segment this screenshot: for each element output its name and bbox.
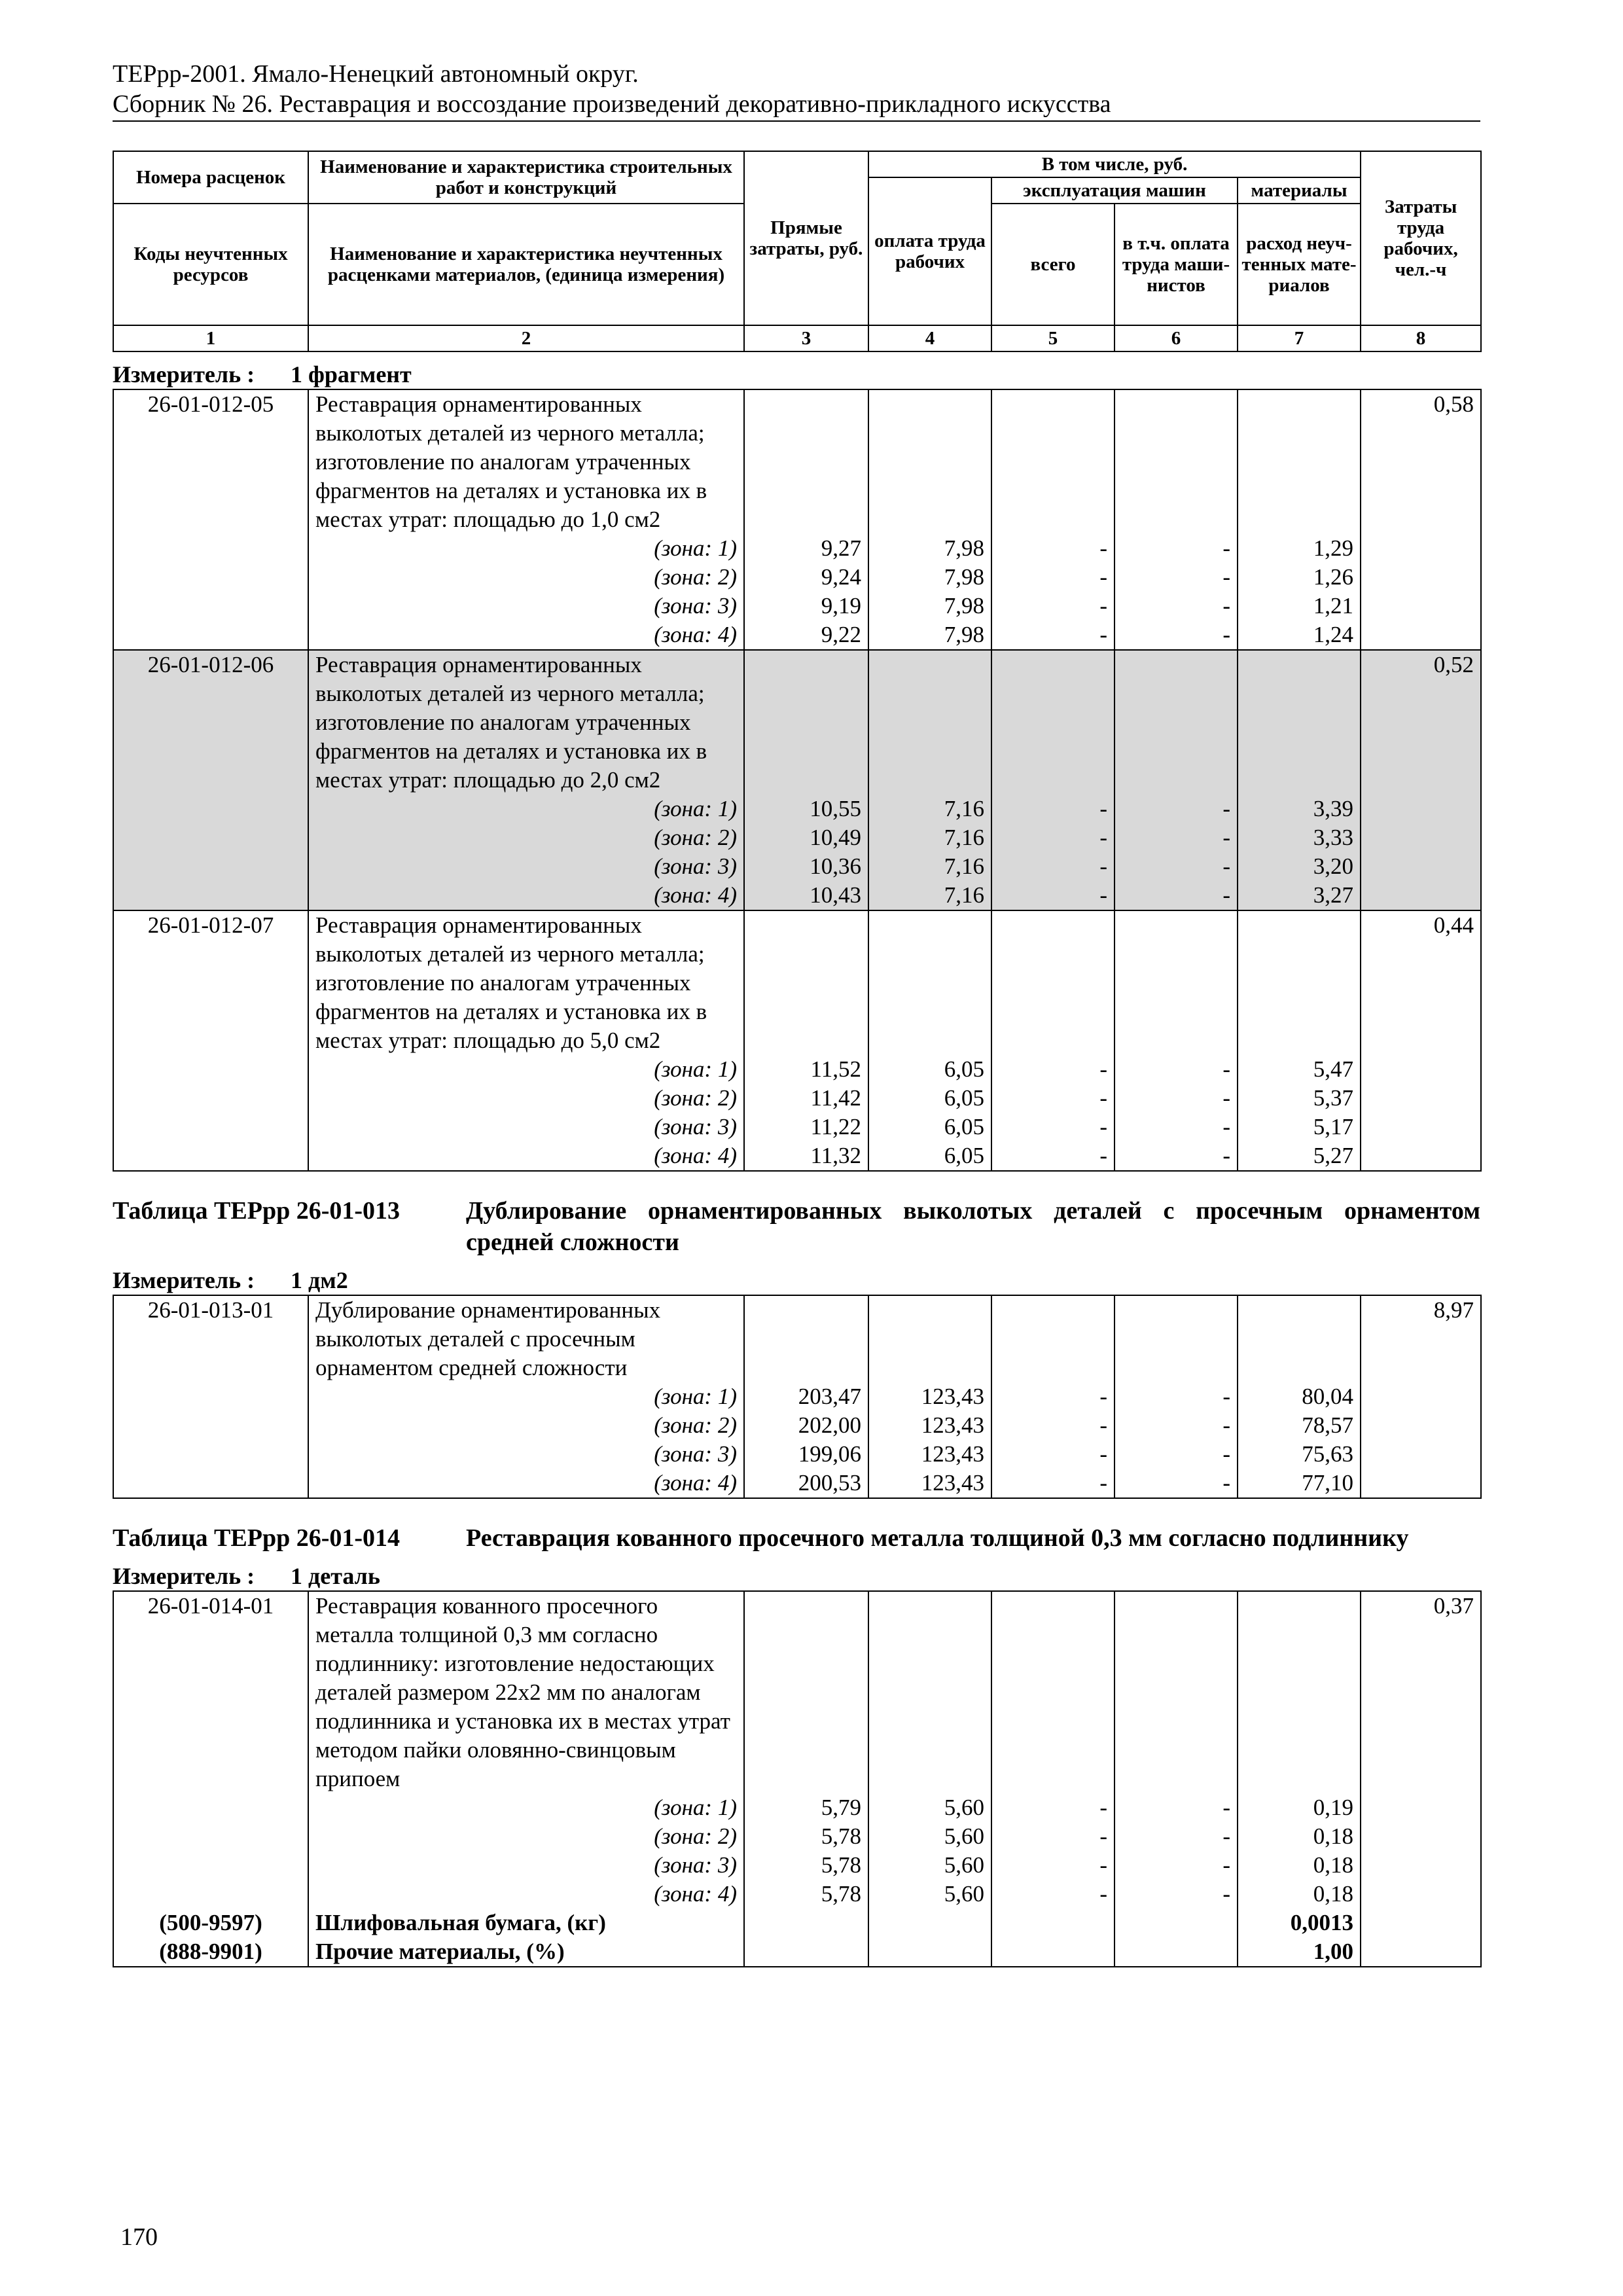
zone-label: (зона: 3)	[308, 592, 744, 620]
measure-line-013	[113, 1266, 1480, 1295]
header-unaccounted-consumption: расход неуч- тенных мате- риалов	[1238, 204, 1361, 325]
rate-row	[113, 650, 1481, 795]
rate-name: Реставрация орнаментированных выколотых деталей из черного металла; изготовление по аналогам утраченных фрагментов на деталях и установка их в местах утрат: площадью до 1,0 см2	[308, 389, 744, 534]
labor-costs: 8,97	[1361, 1295, 1481, 1382]
direct-costs: 11,22	[744, 1113, 868, 1141]
empty-cell	[991, 650, 1115, 795]
materials: 3,20	[1238, 852, 1361, 881]
empty-cell	[113, 1880, 308, 1909]
zone-label: (зона: 1)	[308, 795, 744, 823]
empty-cell	[744, 1909, 868, 1937]
empty-cell	[113, 1469, 308, 1498]
material-name: Шлифовальная бумага, (кг)	[308, 1909, 744, 1937]
rate-row	[113, 910, 1481, 1055]
zone-row	[113, 1469, 1481, 1498]
document-page	[113, 59, 1480, 1967]
empty-cell	[113, 1440, 308, 1469]
empty-cell	[868, 910, 991, 1055]
zone-label: (зона: 3)	[308, 852, 744, 881]
rate-row	[113, 389, 1481, 534]
rates-table-013	[113, 1295, 1482, 1499]
empty-cell	[1361, 534, 1481, 563]
labor-pay: 123,43	[868, 1411, 991, 1440]
zone-label: (зона: 2)	[308, 1411, 744, 1440]
direct-costs: 5,79	[744, 1793, 868, 1822]
materials: 0,18	[1238, 1880, 1361, 1909]
machine-total: -	[991, 1113, 1115, 1141]
materials: 80,04	[1238, 1382, 1361, 1411]
empty-cell	[1361, 592, 1481, 620]
zone-row	[113, 1880, 1481, 1909]
zone-row	[113, 1055, 1481, 1084]
labor-pay: 7,98	[868, 534, 991, 563]
materials: 5,17	[1238, 1113, 1361, 1141]
zone-label: (зона: 1)	[308, 534, 744, 563]
measure-value: 1 деталь	[291, 1563, 380, 1589]
empty-cell	[113, 881, 308, 910]
machinist-pay: -	[1115, 1793, 1238, 1822]
zone-label: (зона: 4)	[308, 1880, 744, 1909]
labor-pay: 6,05	[868, 1055, 991, 1084]
labor-costs: 0,52	[1361, 650, 1481, 795]
rate-name: Реставрация орнаментированных выколотых деталей из черного металла; изготовление по аналогам утраченных фрагментов на деталях и установка их в местах утрат: площадью до 2,0 см2	[308, 650, 744, 795]
empty-cell	[1361, 1411, 1481, 1440]
empty-cell	[1115, 650, 1238, 795]
page-number: 170	[120, 2223, 158, 2251]
empty-cell	[1361, 1822, 1481, 1851]
direct-costs: 202,00	[744, 1411, 868, 1440]
zone-row	[113, 1411, 1481, 1440]
empty-cell	[113, 563, 308, 592]
empty-cell	[1361, 1851, 1481, 1880]
measure-line-012	[113, 360, 1480, 389]
rate-code: 26-01-013-01	[113, 1295, 308, 1382]
zone-row	[113, 1382, 1481, 1411]
direct-costs: 9,22	[744, 620, 868, 650]
zone-row	[113, 1851, 1481, 1880]
direct-costs: 11,32	[744, 1141, 868, 1171]
empty-cell	[991, 910, 1115, 1055]
machinist-pay: -	[1115, 1880, 1238, 1909]
empty-cell	[1115, 1909, 1238, 1937]
empty-cell	[744, 1591, 868, 1793]
labor-costs: 0,44	[1361, 910, 1481, 1055]
table-label: Таблица ТЕРрр 26-01-014	[113, 1524, 401, 1552]
labor-pay: 123,43	[868, 1469, 991, 1498]
running-header	[113, 59, 1480, 119]
materials: 5,27	[1238, 1141, 1361, 1171]
machine-total: -	[991, 1880, 1115, 1909]
column-header-table	[113, 151, 1482, 352]
machinist-pay: -	[1115, 1113, 1238, 1141]
labor-pay: 123,43	[868, 1440, 991, 1469]
empty-cell	[1361, 1937, 1481, 1967]
empty-cell	[1361, 563, 1481, 592]
empty-cell	[113, 534, 308, 563]
header-machine-use: эксплуатация машин	[991, 177, 1238, 204]
empty-cell	[113, 1084, 308, 1113]
materials: 3,39	[1238, 795, 1361, 823]
empty-cell	[1238, 1295, 1361, 1382]
labor-pay: 5,60	[868, 1851, 991, 1880]
empty-cell	[991, 389, 1115, 534]
labor-costs: 0,58	[1361, 389, 1481, 534]
materials: 5,37	[1238, 1084, 1361, 1113]
direct-costs: 5,78	[744, 1822, 868, 1851]
empty-cell	[1115, 1295, 1238, 1382]
empty-cell	[1115, 1591, 1238, 1793]
rate-name: Реставрация орнаментированных выколотых деталей из черного металла; изготовление по аналогам утраченных фрагментов на деталях и установка их в местах утрат: площадью до 5,0 см2	[308, 910, 744, 1055]
labor-pay: 7,98	[868, 563, 991, 592]
material-row	[113, 1937, 1481, 1967]
empty-cell	[113, 1141, 308, 1171]
col-number-5: 5	[991, 325, 1115, 351]
empty-cell	[1361, 1141, 1481, 1171]
zone-row	[113, 563, 1481, 592]
direct-costs: 9,19	[744, 592, 868, 620]
machine-total: -	[991, 823, 1115, 852]
machine-total: -	[991, 592, 1115, 620]
empty-cell	[868, 389, 991, 534]
material-row	[113, 1909, 1481, 1937]
labor-pay: 7,98	[868, 620, 991, 650]
empty-cell	[1361, 1113, 1481, 1141]
empty-cell	[1361, 1055, 1481, 1084]
materials: 0,19	[1238, 1793, 1361, 1822]
col-number-1: 1	[113, 325, 308, 351]
header-materials: материалы	[1238, 177, 1361, 204]
machine-total: -	[991, 1469, 1115, 1498]
measure-label: Измеритель :	[113, 1563, 255, 1589]
measure-label: Измеритель :	[113, 361, 255, 387]
zone-label: (зона: 2)	[308, 1084, 744, 1113]
col-number-8: 8	[1361, 325, 1481, 351]
labor-pay: 7,98	[868, 592, 991, 620]
empty-cell	[868, 1295, 991, 1382]
rates-table-012	[113, 389, 1482, 1172]
empty-cell	[744, 1937, 868, 1967]
empty-cell	[1238, 910, 1361, 1055]
labor-pay: 7,16	[868, 823, 991, 852]
materials: 1,24	[1238, 620, 1361, 650]
empty-cell	[1361, 1880, 1481, 1909]
header-including: В том числе, руб.	[868, 151, 1361, 177]
empty-cell	[1361, 1909, 1481, 1937]
materials: 1,29	[1238, 534, 1361, 563]
rate-row	[113, 1295, 1481, 1382]
direct-costs: 11,42	[744, 1084, 868, 1113]
machine-total: -	[991, 1851, 1115, 1880]
rate-code: 26-01-012-06	[113, 650, 308, 795]
machinist-pay: -	[1115, 1851, 1238, 1880]
machine-total: -	[991, 881, 1115, 910]
table-title-013	[113, 1195, 1480, 1258]
machinist-pay: -	[1115, 1440, 1238, 1469]
direct-costs: 199,06	[744, 1440, 868, 1469]
machinist-pay: -	[1115, 1055, 1238, 1084]
empty-cell	[113, 592, 308, 620]
empty-cell	[113, 1382, 308, 1411]
materials: 77,10	[1238, 1469, 1361, 1498]
direct-costs: 10,55	[744, 795, 868, 823]
empty-cell	[113, 852, 308, 881]
materials: 1,21	[1238, 592, 1361, 620]
machine-total: -	[991, 620, 1115, 650]
header-line-1: ТЕРрр-2001. Ямало-Ненецкий автономный округ.	[113, 60, 639, 88]
empty-cell	[1361, 1084, 1481, 1113]
empty-cell	[1361, 881, 1481, 910]
header-total: всего	[991, 204, 1115, 325]
machine-total: -	[991, 1055, 1115, 1084]
labor-pay: 5,60	[868, 1880, 991, 1909]
machine-total: -	[991, 852, 1115, 881]
machinist-pay: -	[1115, 852, 1238, 881]
header-material-names: Наименование и характеристика неучтенных расценками материалов, (единица измерения)	[308, 204, 744, 325]
header-rule	[113, 120, 1480, 122]
header-labor-costs: Затраты труда рабочих, чел.-ч	[1361, 151, 1481, 325]
materials: 5,47	[1238, 1055, 1361, 1084]
empty-cell	[1361, 1382, 1481, 1411]
empty-cell	[1361, 1469, 1481, 1498]
machine-total: -	[991, 1141, 1115, 1171]
machine-total: -	[991, 1084, 1115, 1113]
measure-label: Измеритель :	[113, 1267, 255, 1293]
zone-label: (зона: 4)	[308, 881, 744, 910]
labor-costs: 0,37	[1361, 1591, 1481, 1793]
measure-value: 1 дм2	[291, 1267, 348, 1293]
table-label: Таблица ТЕРрр 26-01-013	[113, 1197, 401, 1225]
direct-costs: 10,36	[744, 852, 868, 881]
zone-label: (зона: 2)	[308, 823, 744, 852]
resource-code: (500-9597)	[113, 1909, 308, 1937]
empty-cell	[1361, 852, 1481, 881]
zone-label: (зона: 1)	[308, 1382, 744, 1411]
zone-row	[113, 852, 1481, 881]
machinist-pay: -	[1115, 1084, 1238, 1113]
direct-costs: 5,78	[744, 1851, 868, 1880]
machinist-pay: -	[1115, 1141, 1238, 1171]
materials: 3,33	[1238, 823, 1361, 852]
machine-total: -	[991, 1440, 1115, 1469]
direct-costs: 5,78	[744, 1880, 868, 1909]
machine-total: -	[991, 563, 1115, 592]
empty-cell	[868, 650, 991, 795]
machinist-pay: -	[1115, 592, 1238, 620]
zone-label: (зона: 3)	[308, 1851, 744, 1880]
labor-pay: 6,05	[868, 1141, 991, 1171]
empty-cell	[113, 620, 308, 650]
empty-cell	[991, 1295, 1115, 1382]
header-resource-codes: Коды неучтенных ресурсов	[113, 204, 308, 325]
empty-cell	[1361, 1793, 1481, 1822]
machine-total: -	[991, 1793, 1115, 1822]
zone-label: (зона: 1)	[308, 1055, 744, 1084]
header-labor-pay: оплата труда рабочих	[868, 177, 991, 325]
zone-row	[113, 1793, 1481, 1822]
empty-cell	[113, 823, 308, 852]
zone-label: (зона: 3)	[308, 1440, 744, 1469]
material-name: Прочие материалы, (%)	[308, 1937, 744, 1967]
header-work-name: Наименование и характеристика строительных работ и конструкций	[308, 151, 744, 204]
empty-cell	[744, 389, 868, 534]
col-number-3: 3	[744, 325, 868, 351]
machinist-pay: -	[1115, 620, 1238, 650]
materials: 78,57	[1238, 1411, 1361, 1440]
col-number-2: 2	[308, 325, 744, 351]
zone-label: (зона: 4)	[308, 1469, 744, 1498]
empty-cell	[113, 1113, 308, 1141]
zone-label: (зона: 2)	[308, 563, 744, 592]
rates-table-014	[113, 1590, 1482, 1967]
resource-code: (888-9901)	[113, 1937, 308, 1967]
empty-cell	[113, 795, 308, 823]
labor-pay: 5,60	[868, 1793, 991, 1822]
machinist-pay: -	[1115, 1382, 1238, 1411]
machine-total: -	[991, 534, 1115, 563]
labor-pay: 7,16	[868, 881, 991, 910]
zone-label: (зона: 4)	[308, 1141, 744, 1171]
empty-cell	[1361, 823, 1481, 852]
machine-total: -	[991, 1382, 1115, 1411]
zone-row	[113, 795, 1481, 823]
labor-pay: 6,05	[868, 1084, 991, 1113]
empty-cell	[1361, 795, 1481, 823]
empty-cell	[1115, 910, 1238, 1055]
machinist-pay: -	[1115, 534, 1238, 563]
rate-code: 26-01-012-07	[113, 910, 308, 1055]
rate-name: Дублирование орнаментированных выколотых деталей с просечным орнаментом средней сложности	[308, 1295, 744, 1382]
zone-label: (зона: 3)	[308, 1113, 744, 1141]
materials: 0,18	[1238, 1822, 1361, 1851]
table-title-014	[113, 1522, 1480, 1554]
machine-total: -	[991, 1822, 1115, 1851]
labor-pay: 7,16	[868, 795, 991, 823]
machine-total: -	[991, 795, 1115, 823]
table-title: Реставрация кованного просечного металла толщиной 0,3 мм согласно подлиннику	[466, 1524, 1409, 1552]
col-number-7: 7	[1238, 325, 1361, 351]
empty-cell	[1361, 1440, 1481, 1469]
header-machinist-pay: в т.ч. оплата труда маши- нистов	[1115, 204, 1238, 325]
material-consumption: 1,00	[1238, 1937, 1361, 1967]
zone-row	[113, 823, 1481, 852]
empty-cell	[991, 1937, 1115, 1967]
direct-costs: 9,24	[744, 563, 868, 592]
measure-value: 1 фрагмент	[291, 361, 412, 387]
measure-line-014	[113, 1562, 1480, 1590]
empty-cell	[1361, 620, 1481, 650]
zone-label: (зона: 2)	[308, 1822, 744, 1851]
rate-code: 26-01-014-01	[113, 1591, 308, 1793]
empty-cell	[1115, 1937, 1238, 1967]
machinist-pay: -	[1115, 823, 1238, 852]
empty-cell	[868, 1591, 991, 1793]
labor-pay: 6,05	[868, 1113, 991, 1141]
rate-code: 26-01-012-05	[113, 389, 308, 534]
zone-row	[113, 592, 1481, 620]
direct-costs: 9,27	[744, 534, 868, 563]
zone-label: (зона: 1)	[308, 1793, 744, 1822]
direct-costs: 11,52	[744, 1055, 868, 1084]
zone-row	[113, 1822, 1481, 1851]
direct-costs: 10,43	[744, 881, 868, 910]
empty-cell	[113, 1411, 308, 1440]
machinist-pay: -	[1115, 795, 1238, 823]
empty-cell	[744, 1295, 868, 1382]
zone-row	[113, 881, 1481, 910]
materials: 0,18	[1238, 1851, 1361, 1880]
empty-cell	[991, 1909, 1115, 1937]
rate-row	[113, 1591, 1481, 1793]
zone-row	[113, 1113, 1481, 1141]
zone-row	[113, 1141, 1481, 1171]
zone-label: (зона: 4)	[308, 620, 744, 650]
col-number-6: 6	[1115, 325, 1238, 351]
rate-name: Реставрация кованного просечного металла толщиной 0,3 мм согласно подлиннику: изготовление недостающих деталей размером 22х2 мм по аналогам подлинника и установка их в местах утрат методом пайки оловянно-свинцовым припоем	[308, 1591, 744, 1793]
materials: 1,26	[1238, 563, 1361, 592]
empty-cell	[1238, 389, 1361, 534]
empty-cell	[744, 650, 868, 795]
machinist-pay: -	[1115, 563, 1238, 592]
zone-row	[113, 620, 1481, 650]
col-number-4: 4	[868, 325, 991, 351]
direct-costs: 10,49	[744, 823, 868, 852]
machinist-pay: -	[1115, 1469, 1238, 1498]
empty-cell	[113, 1822, 308, 1851]
empty-cell	[1238, 1591, 1361, 1793]
labor-pay: 5,60	[868, 1822, 991, 1851]
materials: 3,27	[1238, 881, 1361, 910]
labor-pay: 7,16	[868, 852, 991, 881]
empty-cell	[868, 1909, 991, 1937]
zone-row	[113, 534, 1481, 563]
direct-costs: 203,47	[744, 1382, 868, 1411]
empty-cell	[113, 1851, 308, 1880]
zone-row	[113, 1084, 1481, 1113]
labor-pay: 123,43	[868, 1382, 991, 1411]
empty-cell	[744, 910, 868, 1055]
machinist-pay: -	[1115, 1411, 1238, 1440]
empty-cell	[1115, 389, 1238, 534]
empty-cell	[991, 1591, 1115, 1793]
machine-total: -	[991, 1411, 1115, 1440]
direct-costs: 200,53	[744, 1469, 868, 1498]
empty-cell	[113, 1055, 308, 1084]
material-consumption: 0,0013	[1238, 1909, 1361, 1937]
header-rate-numbers: Номера расценок	[113, 151, 308, 204]
empty-cell	[868, 1937, 991, 1967]
zone-row	[113, 1440, 1481, 1469]
empty-cell	[113, 1793, 308, 1822]
empty-cell	[1238, 650, 1361, 795]
machinist-pay: -	[1115, 881, 1238, 910]
machinist-pay: -	[1115, 1822, 1238, 1851]
header-line-2: Сборник № 26. Реставрация и воссоздание произведений декоративно-прикладного искусства	[113, 90, 1111, 118]
materials: 75,63	[1238, 1440, 1361, 1469]
header-direct-costs: Прямые затраты, руб.	[744, 151, 868, 325]
table-title: Дублирование орнаментированных выколотых деталей с просечным орнаментом средней сложности	[466, 1197, 1480, 1256]
